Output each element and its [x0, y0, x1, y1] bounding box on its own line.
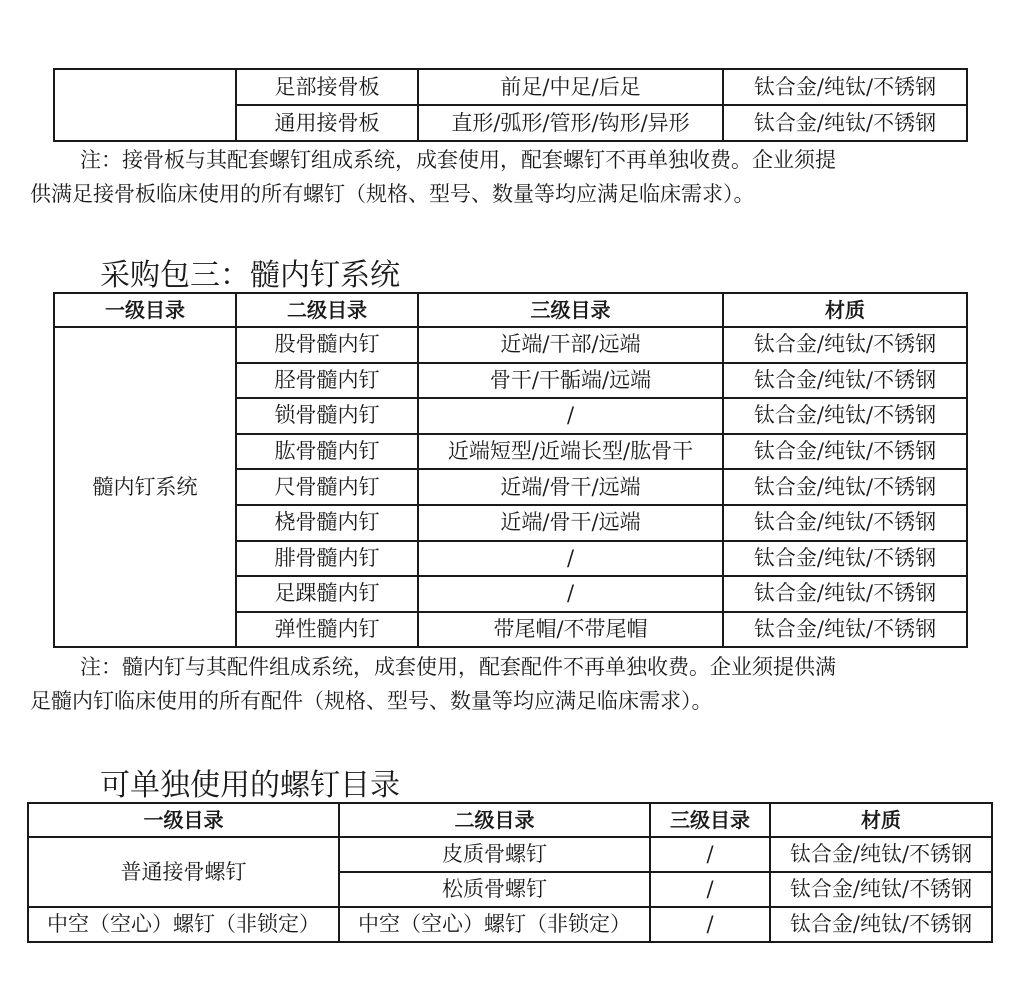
intramedullary-nail-table [53, 292, 968, 648]
level2-cell: 中空（空心）螺钉（非锁定） [339, 907, 650, 942]
material-cell: 钛合金/纯钛/不锈钢 [770, 907, 992, 942]
table-row [28, 907, 992, 942]
level3-cell: / [650, 907, 770, 942]
package3-title: 采购包三：髓内钉系统 [100, 258, 400, 293]
level3-cell: 骨干/干骺端/远端 [418, 363, 723, 399]
note1-line2: 供满足接骨板临床使用的所有螺钉（规格、型号、数量等均应满足临床需求）。 [30, 182, 755, 206]
material-cell: 钛合金/纯钛/不锈钢 [723, 505, 967, 541]
material-cell: 钛合金/纯钛/不锈钢 [723, 612, 967, 648]
note2-line1: 注：髓内钉与其配件组成系统，成套使用，配套配件不再单独收费。企业须提供满 [80, 655, 836, 679]
screws-title: 可单独使用的螺钉目录 [100, 768, 400, 803]
header-level1: 一级目录 [54, 293, 236, 327]
level3-cell: 近端/干部/远端 [418, 327, 723, 363]
level2-cell: 通用接骨板 [236, 105, 418, 141]
material-cell: 钛合金/纯钛/不锈钢 [723, 434, 967, 470]
level2-cell: 肱骨髓内钉 [236, 434, 418, 470]
material-cell: 钛合金/纯钛/不锈钢 [723, 327, 967, 363]
level3-cell: 直形/弧形/管形/钩形/异形 [418, 105, 723, 141]
level1-cell: 普通接骨螺钉 [28, 837, 339, 907]
level2-cell: 锁骨髓内钉 [236, 398, 418, 434]
header-level2: 二级目录 [339, 803, 650, 837]
material-cell: 钛合金/纯钛/不锈钢 [723, 363, 967, 399]
level2-cell: 皮质骨螺钉 [339, 837, 650, 872]
level3-cell: / [650, 872, 770, 907]
level1-cell: 中空（空心）螺钉（非锁定） [28, 907, 339, 942]
table-row [28, 837, 992, 872]
standalone-screws-table [27, 802, 993, 943]
level3-cell: / [418, 576, 723, 612]
header-material: 材质 [770, 803, 992, 837]
level2-cell: 桡骨髓内钉 [236, 505, 418, 541]
material-cell: 钛合金/纯钛/不锈钢 [723, 398, 967, 434]
table-header-row [54, 293, 967, 327]
header-level2: 二级目录 [236, 293, 418, 327]
table-row [54, 69, 967, 105]
level3-cell: 近端/骨干/远端 [418, 469, 723, 505]
material-cell: 钛合金/纯钛/不锈钢 [770, 872, 992, 907]
level2-cell: 股骨髓内钉 [236, 327, 418, 363]
material-cell: 钛合金/纯钛/不锈钢 [723, 541, 967, 577]
table-header-row [28, 803, 992, 837]
level2-cell: 松质骨螺钉 [339, 872, 650, 907]
material-cell: 钛合金/纯钛/不锈钢 [723, 69, 967, 105]
plate-table-continuation [53, 68, 968, 142]
header-level1: 一级目录 [28, 803, 339, 837]
table-row [54, 327, 967, 363]
level2-cell: 腓骨髓内钉 [236, 541, 418, 577]
level2-cell: 足部接骨板 [236, 69, 418, 105]
header-level3: 三级目录 [650, 803, 770, 837]
material-cell: 钛合金/纯钛/不锈钢 [770, 837, 992, 872]
level2-cell: 胫骨髓内钉 [236, 363, 418, 399]
level3-cell: 带尾帽/不带尾帽 [418, 612, 723, 648]
level3-cell: 近端/骨干/远端 [418, 505, 723, 541]
level2-cell: 弹性髓内钉 [236, 612, 418, 648]
level3-cell: 前足/中足/后足 [418, 69, 723, 105]
header-level3: 三级目录 [418, 293, 723, 327]
header-material: 材质 [723, 293, 967, 327]
note2-line2: 足髓内钉临床使用的所有配件（规格、型号、数量等均应满足临床需求）。 [30, 689, 713, 713]
level2-cell: 足踝髓内钉 [236, 576, 418, 612]
level3-cell: / [650, 837, 770, 872]
empty-level1-cell [54, 69, 236, 141]
level2-cell: 尺骨髓内钉 [236, 469, 418, 505]
level3-cell: 近端短型/近端长型/肱骨干 [418, 434, 723, 470]
level3-cell: / [418, 398, 723, 434]
level3-cell: / [418, 541, 723, 577]
note1-line1: 注：接骨板与其配套螺钉组成系统，成套使用，配套螺钉不再单独收费。企业须提 [80, 148, 836, 172]
material-cell: 钛合金/纯钛/不锈钢 [723, 105, 967, 141]
material-cell: 钛合金/纯钛/不锈钢 [723, 469, 967, 505]
level1-cell: 髓内钉系统 [54, 327, 236, 647]
material-cell: 钛合金/纯钛/不锈钢 [723, 576, 967, 612]
